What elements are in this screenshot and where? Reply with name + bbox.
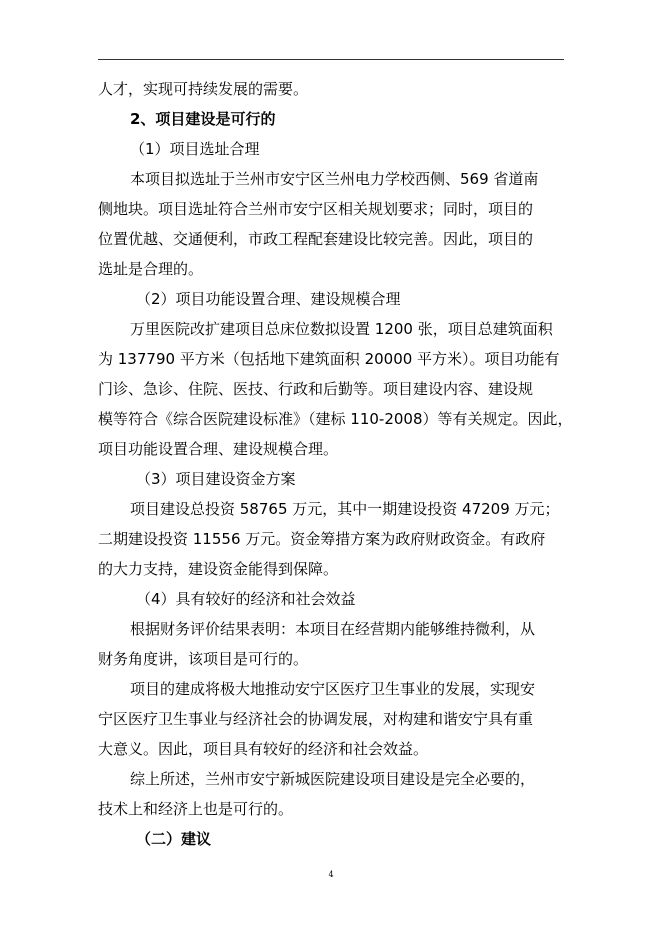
paragraph-line: 项目的建成将极大地推动安宁区医疗卫生事业的发展，实现安	[130, 680, 536, 698]
paragraph-line: 万里医院改扩建项目总床位数拟设置 1200 张，项目总建筑面积	[130, 320, 553, 338]
document-body	[98, 74, 573, 854]
subsection-heading: （3）项目建设资金方案	[136, 470, 296, 488]
paragraph-line: 综上所述，兰州市安宁新城医院建设项目建设是完全必要的，	[130, 770, 536, 788]
paragraph-line: 侧地块。项目选址符合兰州市安宁区相关规划要求；同时，项目的	[98, 200, 534, 218]
paragraph-line: 大意义。因此，项目具有较好的经济和社会效益。	[98, 740, 429, 758]
paragraph-line: 人才，实现可持续发展的需要。	[98, 80, 309, 98]
paragraph-line: 为 137790 平方米（包括地下建筑面积 20000 平方米）。项目功能有	[98, 350, 560, 368]
paragraph-line: 项目建设总投资 58765 万元，其中一期建设投资 47209 万元；	[130, 500, 560, 518]
paragraph-line: 选址是合理的。	[98, 260, 204, 278]
paragraph-line: 宁区医疗卫生事业与经济社会的协调发展，对构建和谐安宁具有重	[98, 710, 534, 728]
page-number: 4	[328, 870, 334, 879]
paragraph-line: 模等符合《综合医院建设标准》（建标 110-2008）等有关规定。因此，	[98, 410, 573, 428]
paragraph-line: 本项目拟选址于兰州市安宁区兰州电力学校西侧、569 省道南	[130, 170, 539, 188]
paragraph-line: 二期建设投资 11556 万元。资金筹措方案为政府财政资金。有政府	[98, 530, 546, 548]
subsection-heading: （4）具有较好的经济和社会效益	[136, 590, 356, 608]
subsection-heading: （2）项目功能设置合理、建设规模合理	[136, 290, 401, 308]
paragraph-line: 项目功能设置合理、建设规模合理。	[98, 440, 339, 458]
paragraph-line: 技术上和经济上也是可行的。	[98, 800, 294, 818]
paragraph-line: 根据财务评价结果表明：本项目在经营期内能够维持微利，从	[130, 620, 536, 638]
header-rule	[98, 59, 564, 60]
section-heading: （二）建议	[136, 830, 212, 848]
paragraph-line: 财务角度讲，该项目是可行的。	[98, 650, 309, 668]
paragraph-line: 位置优越、交通便利，市政工程配套建设比较完善。因此，项目的	[98, 230, 534, 248]
paragraph-line: 门诊、急诊、住院、医技、行政和后勤等。项目建设内容、建设规	[98, 380, 534, 398]
section-heading: 2、项目建设是可行的	[130, 110, 276, 128]
paragraph-line: 的大力支持，建设资金能得到保障。	[98, 560, 339, 578]
subsection-heading: （1）项目选址合理	[130, 140, 260, 158]
